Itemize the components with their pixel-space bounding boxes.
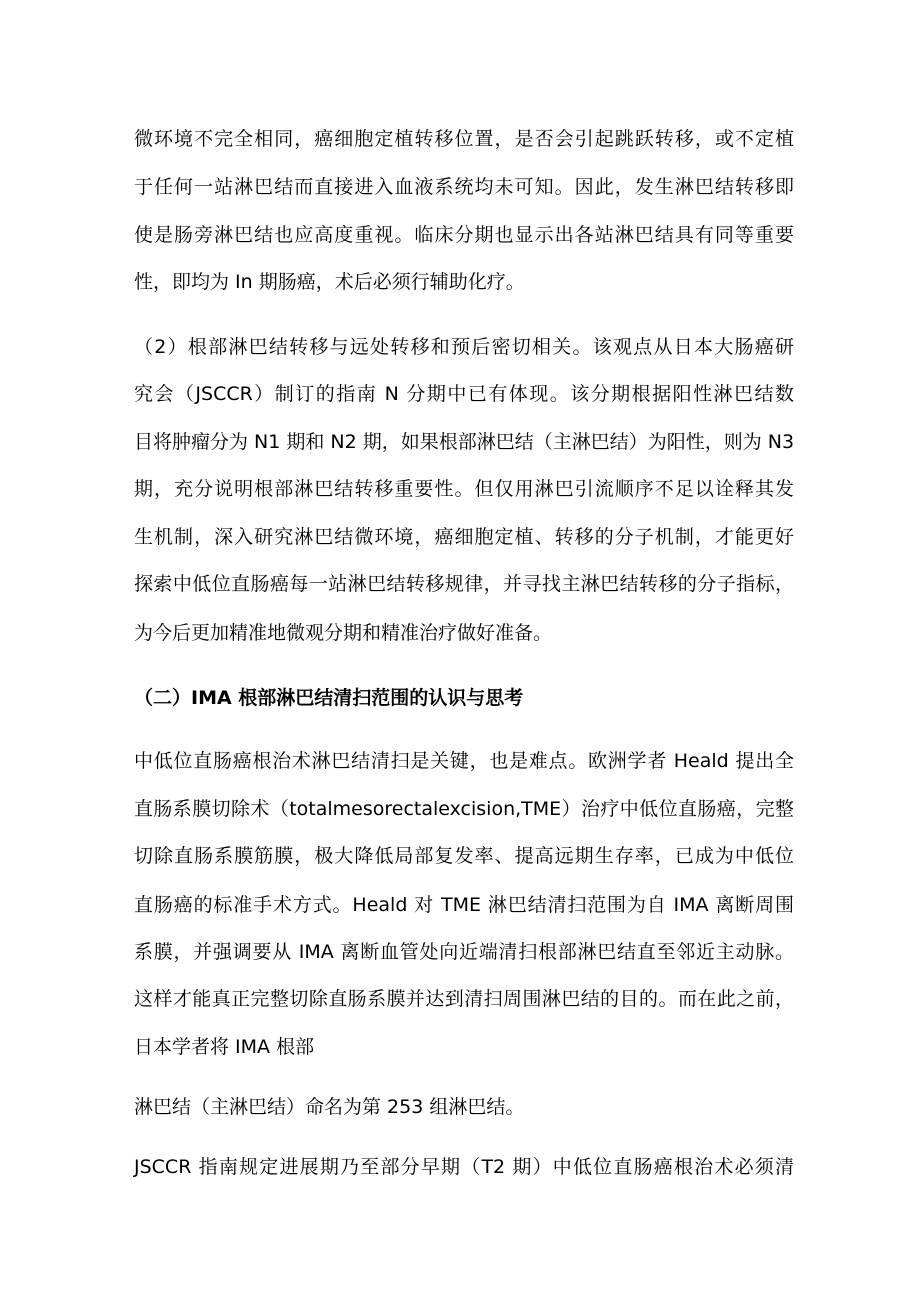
text-line: 性，即均为 In 期肠癌，术后必须行辅助化疗。	[134, 271, 525, 293]
text-line: 生机制，深入研究淋巴结微环境，癌细胞定植、转移的分子机制，才能更好	[134, 526, 794, 548]
text-line: 淋巴结（主淋巴结）命名为第 253 组淋巴结。	[134, 1096, 525, 1118]
text-line: 系膜，并强调要从 IMA 离断血管处向近端清扫根部淋巴结直至邻近主动脉。	[134, 941, 794, 963]
section-heading: （二）IMA 根部淋巴结清扫范围的认识与思考	[134, 687, 524, 709]
text-line: 这样才能真正完整切除直肠系膜并达到清扫周围淋巴结的目的。而在此之前，	[134, 988, 794, 1010]
text-line: 中低位直肠癌根治术淋巴结清扫是关键，也是难点。欧洲学者 Heald 提出全	[134, 750, 794, 772]
text-line: （2）根部淋巴结转移与远处转移和预后密切相关。该观点从日本大肠癌研	[134, 336, 794, 358]
text-line: 为今后更加精准地微观分期和精准治疗做好准备。	[134, 622, 553, 644]
text-line: JSCCR 指南规定进展期乃至部分早期（T2 期）中低位直肠癌根治术必须清	[134, 1156, 794, 1178]
text-line: 直肠系膜切除术（totalmesorectalexcision,TME）治疗中低位直肠癌，完整	[134, 798, 794, 820]
text-line: 期，充分说明根部淋巴结转移重要性。但仅用淋巴引流顺序不足以诠释其发	[134, 478, 794, 500]
text-line: 切除直肠系膜筋膜，极大降低局部复发率、提高远期生存率，已成为中低位	[134, 845, 794, 867]
text-line: 直肠癌的标准手术方式。Heald 对 TME 淋巴结清扫范围为自 IMA 离断周围	[134, 894, 794, 916]
text-line: 于任何一站淋巴结而直接进入血液系统均未可知。因此，发生淋巴结转移即	[134, 176, 794, 198]
text-line: 微环境不完全相同，癌细胞定植转移位置，是否会引起跳跃转移，或不定植	[134, 128, 794, 150]
text-line: 日本学者将 IMA 根部	[134, 1036, 315, 1058]
text-line: 使是肠旁淋巴结也应高度重视。临床分期也显示出各站淋巴结具有同等重要	[134, 224, 794, 246]
text-line: 目将肿瘤分为 N1 期和 N2 期，如果根部淋巴结（主淋巴结）为阳性，则为 N3	[134, 431, 795, 453]
text-line: 究会（JSCCR）制订的指南 N 分期中已有体现。该分期根据阳性淋巴结数	[134, 383, 794, 405]
text-line: 探索中低位直肠癌每一站淋巴结转移规律，并寻找主淋巴结转移的分子指标，	[134, 573, 794, 595]
